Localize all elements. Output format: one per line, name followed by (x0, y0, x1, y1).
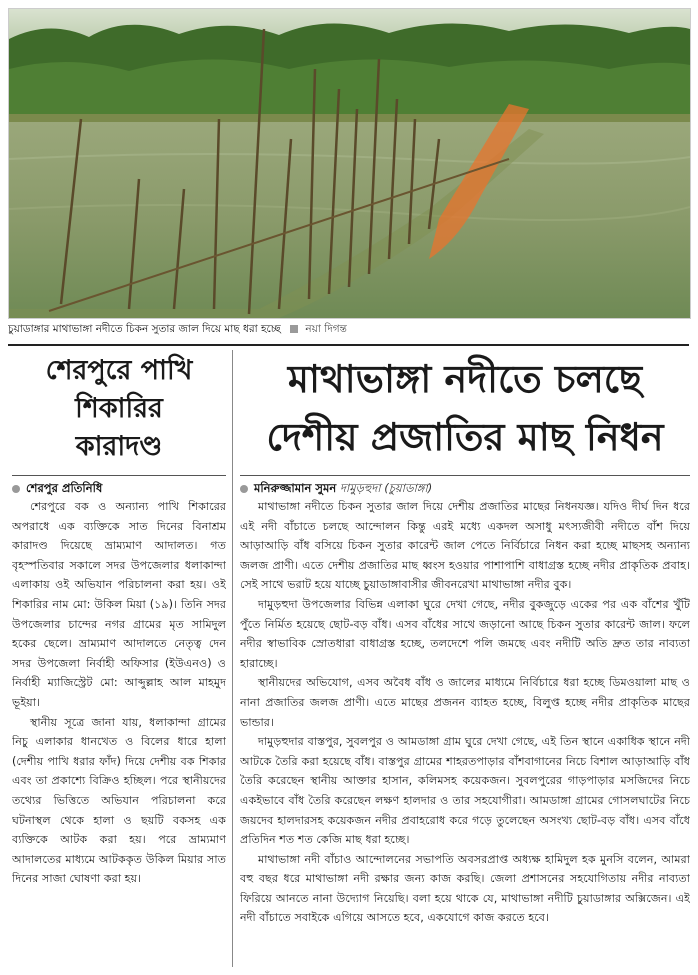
left-paragraph: স্থানীয় সূত্রে জানা যায়, ধলাকান্দা গ্রামের নিচু এলাকার ধানখেত ও বিলের ধারে হালা (দেশীয় পাখি ধরার ফাঁদ) দিয়ে দেশীয় বক শিকার এবং তা প্রকাশ্যে বিক্রিও হচ্ছিল। পরে স্থানীয়দের তথ্যের ভিত্তিতে অভিযান পরিচালনা করে ঘটনাস্থল থেকে হালা ও ছয়টি বকসহ এক ব্যক্তিকে আটক করা হয়। পরে ভ্রাম্যমাণ আদালতের মাধ্যমে আটককৃত উকিল মিয়ার সাত দিনের সাজা ঘোষণা করা হয়। (12, 715, 226, 886)
left-paragraph: শেরপুরে বক ও অন্যান্য পাখি শিকারের অপরাধে এক ব্যক্তিকে সাত দিনের বিনাশ্রম কারাদণ্ড দিয়েছে ভ্রাম্যমাণ আদালত। গত বৃহস্পতিবার সকালে সদর উপজেলার ধলাকান্দা এলাকায় ওই অভিযান পরিচালনা করা হয়। ওই শিকারির নাম মো: উকিল মিয়া (১৯)। তিনি সদর উপজেলার চান্দের নগর গ্রামের মৃত সামিদুল হকের ছেলে। ভ্রাম্যমাণ আদালতে নেতৃত্ব দেন সদর উপজেলা নির্বাহী অফিসার (ইউএনও) ও নির্বাহী ম্যাজিস্ট্রেট মো: আব্দুল্লাহ আল মাহমুদ ভূইয়া। (12, 500, 226, 709)
main-headline (240, 350, 690, 470)
caption-square-icon (290, 325, 298, 333)
river-fishing-photo-icon (9, 9, 690, 318)
main-byline (240, 480, 690, 496)
left-headline-line3: কারাদণ্ড (75, 431, 163, 462)
left-headline-line1: শেরপুরে পাখি (45, 355, 193, 386)
main-article-body (240, 497, 690, 967)
main-headline-line2: দেশীয় প্রজাতির মাছ নিধন (266, 414, 664, 459)
main-paragraph: মাথাভাঙ্গা নদীতে চিকন সুতার জাল দিয়ে দেশীয় প্রজাতির মাছের নিধনযজ্ঞ। যদিও দীর্ঘ দিন ধরে এই নদী বাঁচাতে চলছে আন্দোলন কিন্তু এরই মধ্যে একদল অসাধু মৎস্যজীবী নদীতে বাঁশ দিয়ে আড়াআড়ি বাঁধ বসিয়ে চিকন সুতার কারেন্ট জাল পেতে নির্বিচারে নিধন করা হচ্ছে মাছসহ অন্যান্য জলজ প্রাণী। এতে দেশীয় প্রজাতির মাছ ধ্বংস হওয়ার পাশাপাশি বাধাগ্রস্ত হচ্ছে নদীর প্রাকৃতিক প্রবাহ। সেই সাথে ভরাট হয়ে যাচ্ছে চুয়াডাঙ্গাবাসীর জীবনরেখা মাথাভাঙ্গা নদীর বুক। (240, 500, 690, 592)
main-byline-name: মনিরুজ্জামান সুমন (254, 481, 337, 495)
left-headline-line2: শিকারির (75, 393, 163, 424)
main-paragraph: দামুড়হুদার বাস্তপুর, সুবলপুর ও আমডাঙ্গা গ্রাম ঘুরে দেখা গেছে, এই তিন স্থানে একাধিক স্থানে নদী আটকে তৈরি করা হয়েছে বাঁধ। বাস্তপুর গ্রামের শাহরতপাড়ার বাঁশবাগানের নিচে বিশাল আড়াআড়ি বাঁধ তৈরি করেছেন স্থানীয় আক্তার হাসান, কলিমসহ কয়েকজন। সুবলপুরের গাড়পাড়ার মসজিদের নিচে একইভাবে বাঁধ তৈরি করেছেন লক্ষণ হালদার ও তার সহযোগীরা। আমডাঙ্গা গ্রামের গোসলঘাটের নিচে জয়দেব হালদারসহ কয়েকজন নদীর প্রবাহরোধ করে গড়ে তুলেছেন অসংখ্য ছোট-বড় বাঁধ। এসব বাঁধে প্রতিদিন শত শত কেজি মাছ ধরা হচ্ছে। (240, 735, 690, 847)
main-headline-line1: মাথাভাঙ্গা নদীতে চলছে (287, 356, 643, 401)
main-byline-place: দামুড়হুদা (চুয়াডাঙ্গা) (339, 481, 433, 495)
main-paragraph: মাথাভাঙ্গা নদী বাঁচাও আন্দোলনের সভাপতি অবসরপ্রাপ্ত অধ্যক্ষ হামিদুল হক মুনসি বলেন, আমরা বহু বছর ধরে মাথাভাঙ্গা নদী রক্ষার জন্য কাজ করছি। জেলা প্রশাসনের সহযোগিতায় নদীর নাব্যতা ফিরিয়ে আনতে নানা উদ্যোগ নিয়েছি। বলা হয়ে থাকে যে, মাথাভাঙ্গা নদীটি চুয়াডাঙ্গার অক্সিজেন। এই নদী বাঁচাতে সবাইকে এগিয়ে আসতে হবে, একযোগে কাজ করতে হবে। (240, 852, 690, 925)
byline-dot-icon (12, 485, 20, 493)
photo-caption (8, 320, 689, 338)
river-photo (8, 8, 691, 319)
left-byline-rule (12, 475, 226, 476)
main-paragraph: দামুড়হুদা উপজেলার বিভিন্ন এলাকা ঘুরে দেখা গেছে, নদীর বুকজুড়ে একের পর এক বাঁশের খুঁটি পুঁতে নির্মিত হয়েছে ছোট-বড় বাঁধ। এসব বাঁধের সাথে জড়ানো আছে চিকন সুতার কারেন্ট জাল। ফলে নদীর স্বাভাবিক স্রোতধারা বাধাগ্রস্ত হচ্ছে, তলদেশে পলি জমছে এবং নদীটি অতি দ্রুত তার নাব্যতা হারাচ্ছে। (240, 597, 690, 670)
left-byline-text: শেরপুর প্রতিনিধি (26, 481, 103, 495)
left-byline (12, 480, 226, 496)
caption-text: চুয়াডাঙ্গার মাথাভাঙ্গা নদীতে চিকন সুতার জাল দিয়ে মাছ ধরা হচ্ছে (8, 323, 281, 335)
top-rule (8, 344, 689, 346)
main-paragraph: স্থানীয়দের অভিযোগ, এসব অবৈধ বাঁধ ও জালের মাধ্যমে নির্বিচারে ধরা হচ্ছে ডিমওয়ালা মাছ ও নানা প্রজাতির জলজ প্রাণী। এতে মাছের প্রজনন ব্যাহত হচ্ছে, বিলুপ্ত হচ্ছে নদীর প্রাকৃতিক মাছের ভান্ডার। (240, 676, 690, 729)
byline-dot-icon (240, 485, 248, 493)
column-divider (232, 350, 233, 967)
left-article-body (12, 497, 226, 967)
main-byline-rule (240, 475, 690, 476)
caption-source: নয়া দিগন্ত (305, 323, 347, 335)
left-headline (12, 352, 226, 470)
